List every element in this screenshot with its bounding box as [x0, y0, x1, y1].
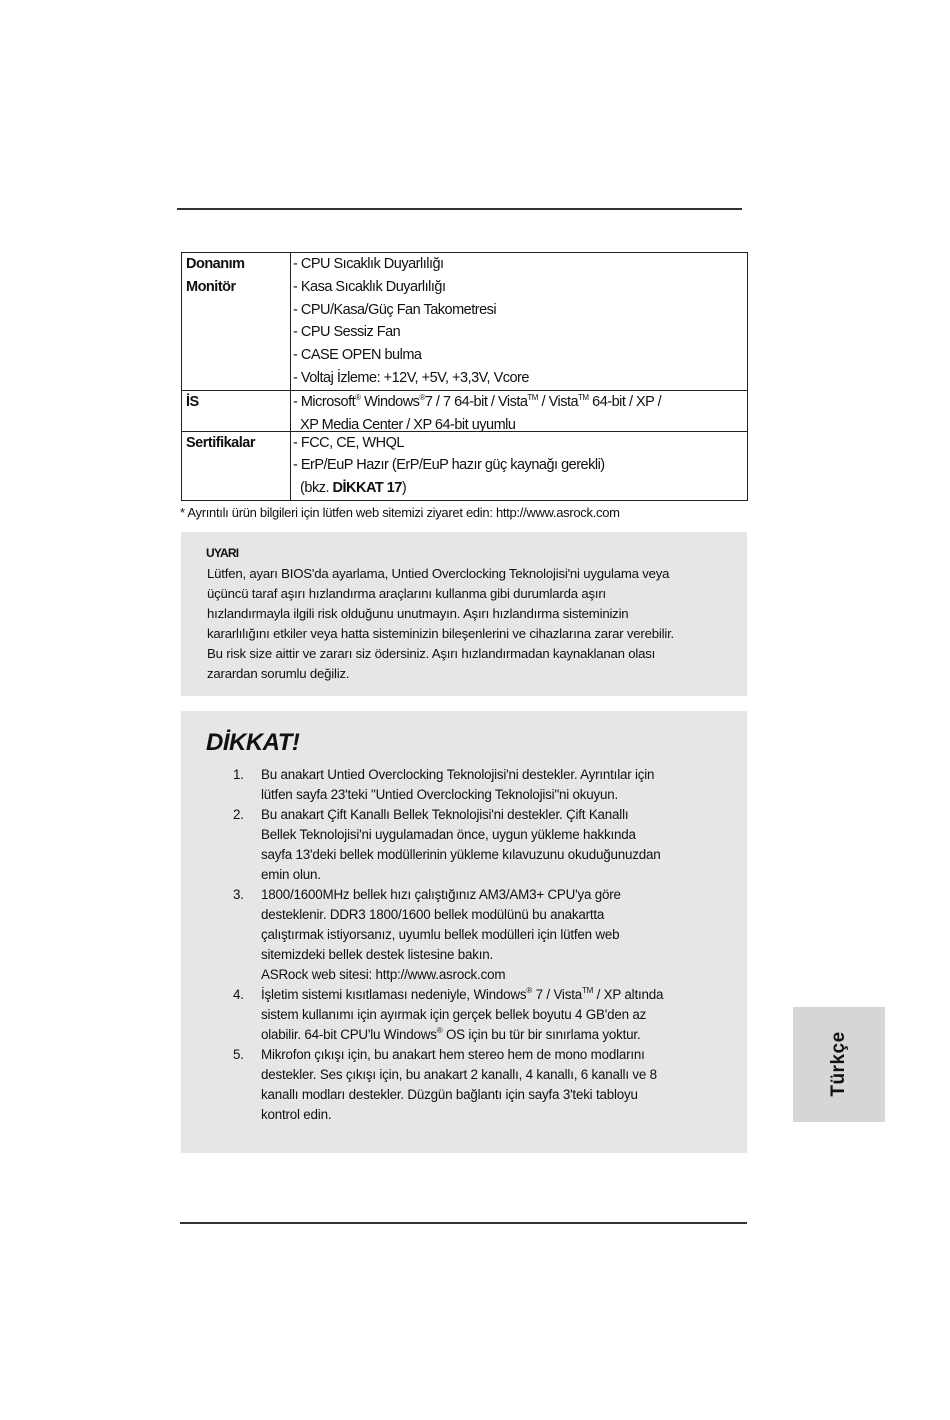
label-line: Monitör	[186, 278, 236, 295]
warning-line: Lütfen, ayarı BIOS'da ayarlama, Untied Overclocking Teknolojisi'ni uygulama veya	[207, 566, 670, 581]
value-line: - CASE OPEN bulma	[293, 347, 422, 364]
item-number: 3.	[233, 887, 244, 902]
value-line: - CPU/Kasa/Güç Fan Takometresi	[293, 301, 497, 318]
registered-mark: ®	[526, 986, 533, 995]
table-row	[182, 431, 748, 500]
trademark-mark: TM	[527, 392, 538, 402]
spec-table	[181, 252, 748, 501]
item-number: 5.	[233, 1047, 244, 1062]
item-line: desteklenir. DDR3 1800/1600 bellek modülünü bu anakartta	[261, 907, 605, 922]
os-text: Windows	[360, 393, 420, 410]
label-line: İS	[186, 393, 199, 410]
table-row	[182, 253, 748, 391]
os-text: 7 / 7 64-bit / Vista	[424, 393, 528, 410]
footnote: * Ayrıntılı ürün bilgileri için lütfen web sitemizi ziyaret edin: http://www.asrock.com	[180, 505, 620, 520]
item-line	[261, 985, 663, 1005]
item-line: ASRock web sitesi: http://www.asrock.com	[261, 967, 506, 982]
warning-line: üçüncü taraf aşırı hızlandırma araçlarını kullanma gibi durumlarda aşırı	[207, 586, 606, 601]
os-line-2: XP Media Center / XP 64-bit uyumlu	[293, 416, 516, 431]
warning-box	[181, 532, 747, 696]
label-line: Donanım	[186, 256, 245, 272]
value-line: - Voltaj İzleme: +12V, +5V, +3,3V, Vcore	[293, 369, 529, 386]
item-line: Mikrofon çıkışı için, bu anakart hem stereo hem de mono modlarını	[261, 1047, 645, 1062]
item-text	[261, 765, 654, 805]
item-text-part: 7 / Vista	[532, 987, 582, 1002]
item-line: çalıştırmak istiyorsanız, uyumlu bellek modülleri için lütfen web	[261, 927, 620, 942]
item-line: emin olun.	[261, 867, 321, 882]
value-line: - CPU Sıcaklık Duyarlılığı	[293, 256, 444, 272]
item-line: sistem kullanımı için ayırmak için gerçek bellek boyutu 4 GB'den az	[261, 1007, 647, 1022]
row-value	[291, 390, 748, 431]
language-label: Türkçe	[828, 1031, 849, 1097]
table-row	[182, 390, 748, 431]
item-text	[261, 985, 663, 1045]
item-text	[261, 1045, 657, 1125]
header-rule	[177, 208, 742, 210]
item-line: destekler. Ses çıkışı için, bu anakart 2 kanallı, 4 kanallı, 6 kanallı ve 8	[261, 1067, 657, 1082]
notice-title: DİKKAT!	[206, 729, 300, 756]
warning-line: zarardan sorumlu değiliz.	[207, 666, 350, 681]
item-line: kontrol edin.	[261, 1107, 332, 1122]
os-text: - Microsoft	[293, 393, 356, 410]
notice-reference: DİKKAT 17	[332, 480, 402, 497]
row-label	[182, 253, 291, 391]
item-line: 1800/1600MHz bellek hızı çalıştığınız AM3/AM3+ CPU'ya göre	[261, 887, 621, 902]
trademark-mark: TM	[581, 986, 594, 995]
item-text-part: / XP altında	[593, 987, 664, 1002]
row-value	[291, 253, 748, 391]
item-text-part: İşletim sistemi kısıtlaması nedeniyle, Windows	[261, 987, 527, 1002]
item-text	[261, 885, 621, 985]
item-number: 4.	[233, 987, 244, 1002]
trademark-mark: TM	[578, 392, 589, 402]
value-line	[293, 477, 747, 500]
item-line: Bellek Teknolojisi'ni uygulamadan önce, uygun yükleme hakkında	[261, 827, 636, 842]
language-tab	[793, 1007, 885, 1122]
row-value	[291, 431, 748, 500]
item-text	[261, 805, 661, 885]
registered-mark: ®	[355, 392, 361, 402]
item-number: 2.	[233, 807, 244, 822]
os-text: / Vista	[537, 393, 579, 410]
registered-mark: ®	[419, 392, 425, 402]
row-label	[182, 431, 291, 500]
registered-mark: ®	[436, 1026, 443, 1035]
os-text: 64-bit / XP /	[588, 393, 662, 410]
warning-text	[207, 564, 674, 684]
warning-line: Bu risk size aittir ve zararı siz ödersiniz. Aşırı hızlandırmadan kaynaklanan olası	[207, 646, 656, 661]
item-number: 1.	[233, 767, 244, 782]
item-line	[261, 1025, 663, 1045]
item-line: sitemizdeki bellek destek listesine bakın.	[261, 947, 494, 962]
item-line: kanallı modları destekler. Düzgün bağlantı için sayfa 3'teki tabloyu	[261, 1087, 638, 1102]
value-line: - CPU Sessiz Fan	[293, 324, 401, 341]
row-label	[182, 390, 291, 431]
item-line: Bu anakart Çift Kanallı Bellek Teknolojisi'ni destekler. Çift Kanallı	[261, 807, 629, 822]
item-text-part: olabilir. 64-bit CPU'lu Windows	[261, 1027, 437, 1042]
value-line: - FCC, CE, WHQL	[293, 434, 404, 451]
value-text: (bkz.	[293, 480, 333, 497]
item-line: lütfen sayfa 23'teki "Untied Overclocking Teknolojisi"ni okuyun.	[261, 787, 619, 802]
item-line: Bu anakart Untied Overclocking Teknolojisi'ni destekler. Ayrıntılar için	[261, 767, 655, 782]
value-line: - ErP/EuP Hazır (ErP/EuP hazır güç kaynağı gerekli)	[293, 457, 605, 474]
os-line	[293, 391, 747, 414]
footer-rule	[180, 1222, 747, 1224]
value-text: )	[401, 480, 407, 497]
notice-box	[181, 711, 747, 1153]
warning-line: hızlandırmayla ilgili risk olduğunu unutmayın. Aşırı hızlandırma sisteminizin	[207, 606, 629, 621]
label-line: Sertifikalar	[186, 434, 255, 451]
warning-line: kararlılığını etkiler veya hatta sisteminizin bileşenlerini ve cihazlarına zarar verebilir.	[207, 626, 675, 641]
warning-title: UYARI	[206, 546, 239, 560]
item-line: sayfa 13'deki bellek modüllerinin yükleme kılavuzunu okuduğunuzdan	[261, 847, 661, 862]
item-text-part: OS için bu tür bir sınırlama yoktur.	[442, 1027, 641, 1042]
value-line: - Kasa Sıcaklık Duyarlılığı	[293, 278, 446, 295]
